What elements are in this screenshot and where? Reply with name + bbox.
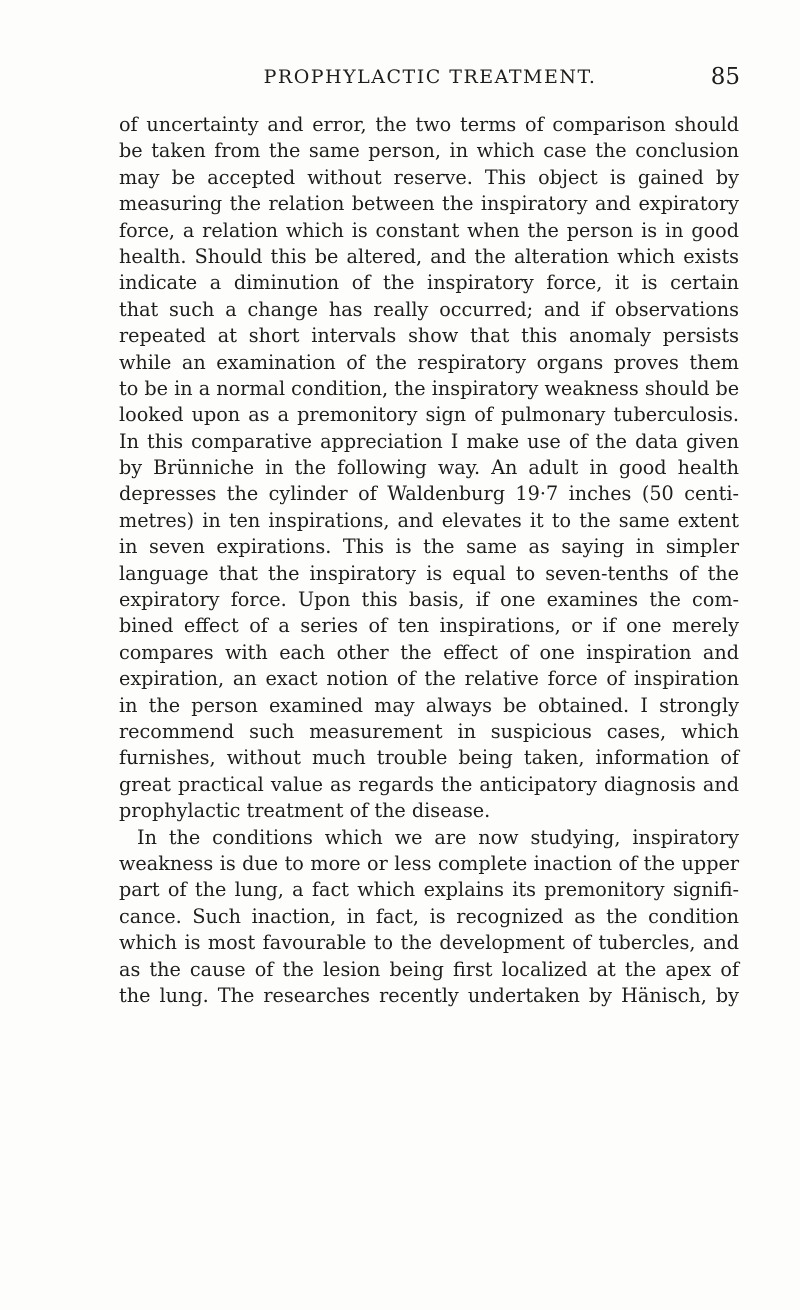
text-line: looked upon as a premonitory sign of pulmonary tuberculosis. xyxy=(119,403,739,427)
text-line: that such a change has really occurred; and if observations xyxy=(119,297,739,321)
text-line: force, a relation which is constant when the person is in good xyxy=(119,218,739,242)
text-line: while an examination of the respiratory organs proves them xyxy=(119,350,739,374)
text-line: bined effect of a series of ten inspirations, or if one merely xyxy=(119,614,739,638)
text-line: may be accepted without reserve. This object is gained by xyxy=(119,165,739,189)
running-head xyxy=(120,62,740,92)
text-line: in seven expirations. This is the same as saying in simpler xyxy=(119,535,739,559)
text-line: indicate a diminution of the inspiratory force, it is certain xyxy=(119,271,739,295)
text-line paragraph-end: prophylactic treatment of the disease. xyxy=(119,799,491,823)
text-line: cance. Such inaction, in fact, is recognized as the condition xyxy=(119,904,739,928)
text-line: be taken from the same person, in which case the conclusion xyxy=(119,139,739,163)
text-line: language that the inspiratory is equal to seven-tenths of the xyxy=(119,561,739,585)
text-line: expiration, an exact notion of the relative force of inspiration xyxy=(119,667,739,691)
text-line: of uncertainty and error, the two terms of comparison should xyxy=(119,113,739,136)
running-title: PROPHYLACTIC TREATMENT. xyxy=(263,66,597,88)
text-line: In this comparative appreciation I make use of the data given xyxy=(119,429,739,453)
text-line: depresses the cylinder of Waldenburg 19·7 inches (50 centi- xyxy=(119,482,739,506)
text-line: compares with each other the effect of one inspiration and xyxy=(119,640,739,664)
text-line: as the cause of the lesion being first localized at the apex of xyxy=(119,957,739,981)
text-line: expiratory force. Upon this basis, if one examines the com- xyxy=(119,588,739,612)
text-line: which is most favourable to the development of tubercles, and xyxy=(119,931,739,955)
text-line: weakness is due to more or less complete inaction of the upper xyxy=(119,851,739,875)
text-line: repeated at short intervals show that this anomaly persists xyxy=(119,324,739,348)
text-line: part of the lung, a fact which explains its premonitory signifi- xyxy=(119,878,739,902)
body-text xyxy=(119,112,739,1009)
page-number: 85 xyxy=(710,64,740,90)
text-line: metres) in ten inspirations, and elevates it to the same extent xyxy=(119,508,739,532)
text-line: the lung. The researches recently undertaken by Hänisch, by xyxy=(119,983,739,1007)
text-line: great practical value as regards the anticipatory diagnosis and xyxy=(119,772,739,796)
text-line paragraph-start: In the conditions which we are now studying, inspiratory xyxy=(137,825,739,849)
text-line: to be in a normal condition, the inspiratory weakness should be xyxy=(119,376,740,400)
text-line: furnishes, without much trouble being taken, information of xyxy=(119,746,739,770)
text-line: by Brünniche in the following way. An adult in good health xyxy=(119,456,739,480)
text-line: measuring the relation between the inspiratory and expiratory xyxy=(119,192,739,216)
text-line: recommend such measurement in suspicious cases, which xyxy=(119,719,739,743)
text-line: in the person examined may always be obtained. I strongly xyxy=(119,693,739,717)
text-line: health. Should this be altered, and the alteration which exists xyxy=(119,244,739,268)
